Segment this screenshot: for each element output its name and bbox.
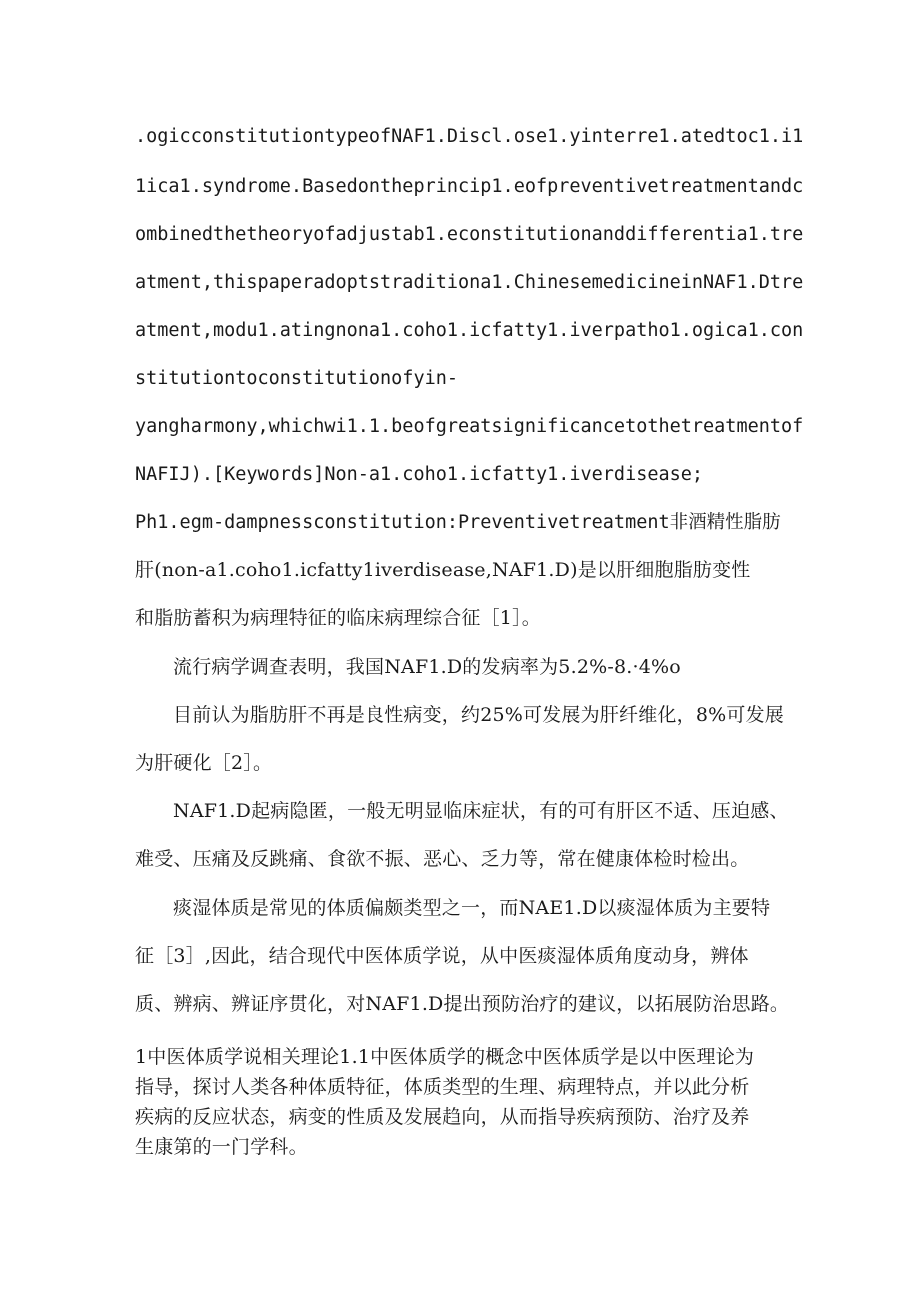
section-line: 1中医体质学说相关理论1.1中医体质学的概念中医体质学是以中医理论为 — [135, 1046, 755, 1068]
abstract-line: atment,thispaperadoptstraditiona1.ChinesemedicineinNAF1.Dtre — [135, 272, 804, 293]
keywords-line: NAFIJ).[Keywords]Non-a1.coho1.icfatty1.iverdisease; — [135, 464, 704, 485]
paragraph-fibrosis: 目前认为脂肪肝不再是良性病变，约25%可发展为肝纤维化，8%可发展 — [173, 704, 784, 726]
keywords-line: Ph1.egm-dampnessconstitution:Preventivetreatment非酒精性脂肪 — [135, 512, 781, 533]
body-line: 肝(non-a1.coho1.icfatty1iverdisease,NAF1.D)是以肝细胞脂肪变性 — [135, 559, 751, 581]
abstract-line: .ogicconstitutiontypeofNAF1.Discl.ose1.yinterre1.atedtoc1.i1 — [135, 126, 804, 147]
paragraph-symptoms: NAF1.D起病隐匿，一般无明显临床症状，有的可有肝区不适、压迫感、 — [173, 800, 789, 822]
abstract-line: 1ica1.syndrome.Basedontheprincip1.eofpreventivetreatmentandc — [135, 176, 804, 197]
abstract-line: yangharmony,whichwi1.1.beofgreatsignificancetothetreatmentof — [135, 416, 804, 437]
abstract-line: stitutiontoconstitutionofyin- — [135, 368, 459, 389]
abstract-line: atment,modu1.atingnona1.coho1.icfatty1.iverpatho1.ogica1.con — [135, 320, 804, 341]
paragraph-constitution: 痰湿体质是常见的体质偏颇类型之一，而NAE1.D以痰湿体质为主要特 — [173, 897, 771, 919]
section-line: 疾病的反应状态，病变的性质及发展趋向，从而指导疾病预防、治疗及养 — [135, 1106, 750, 1128]
abstract-line: ombinedthetheoryofadjustab1.econstitutionanddifferentia1.tre — [135, 224, 804, 245]
section-line: 生康第的一门学科。 — [135, 1136, 308, 1158]
paragraph-constitution-cont: 质、辨病、辨证序贯化，对NAF1.D提出预防治疗的建议，以拓展防治思路。 — [135, 993, 790, 1015]
paragraph-symptoms-cont: 难受、压痛及反跳痛、食欲不振、恶心、乏力等，常在健康体检时检出。 — [135, 848, 750, 870]
section-line: 指导，探讨人类各种体质特征，体质类型的生理、病理特点，并以此分析 — [135, 1076, 750, 1098]
paragraph-fibrosis-cont: 为肝硬化［2］。 — [135, 752, 273, 774]
paragraph-epidemiology: 流行病学调查表明，我国NAF1.D的发病率为5.2%-8.·4%o — [173, 656, 681, 678]
body-line: 和脂肪蓄积为病理特征的临床病理综合征［1］。 — [135, 607, 541, 629]
paragraph-constitution-cont: 征［3］,因此，结合现代中医体质学说，从中医痰湿体质角度动身，辨体 — [135, 945, 749, 967]
